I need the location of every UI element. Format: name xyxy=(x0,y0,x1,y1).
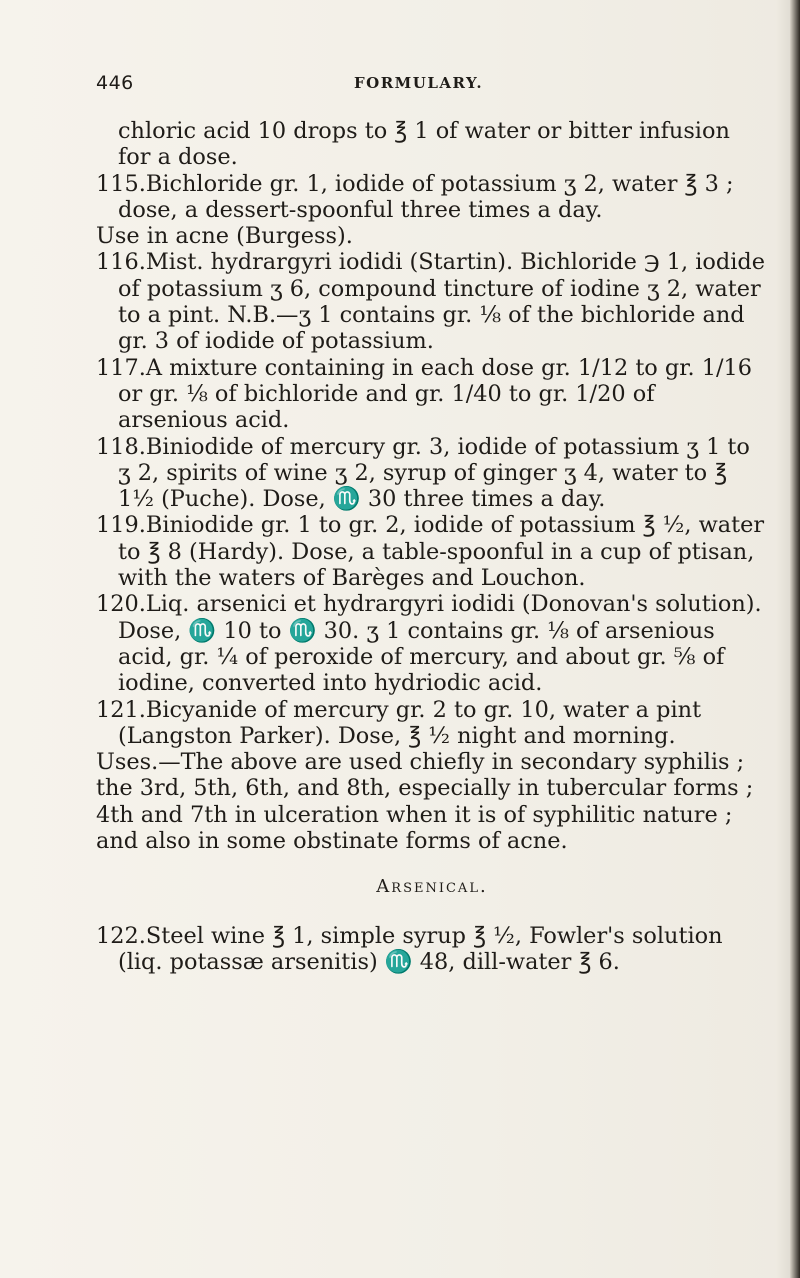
paragraph-116 xyxy=(96,249,768,354)
paragraph-text: chloric acid 10 drops to ℥ 1 of water or bitter infusion for a dose. xyxy=(118,118,730,171)
paragraph-text: Use in acne (Burgess). xyxy=(96,223,353,250)
paragraph-text: Liq. arsenici et hydrargyri iodidi (Donovan's solution). Dose, ♏ 10 to ♏ 30. ʒ 1 contains gr. ⅛ of arsenious acid, gr. ¼ of peroxide of mercury, and about gr. ⅝ of iodine, converted into hydriodic acid. xyxy=(118,591,762,697)
paragraph-text: Uses.—The above are used chiefly in secondary syphilis ; the 3rd, 5th, 6th, and 8th, especially in tubercular forms ; 4th and 7th in ulceration when it is of syphilitic nature ; and also in some obstinate forms of acne. xyxy=(96,749,754,855)
formulary-text xyxy=(96,118,768,975)
paragraph-number: 119. xyxy=(96,512,146,539)
paragraph-number: 116. xyxy=(96,249,146,276)
paragraph-text: Bicyanide of mercury gr. 2 to gr. 10, water a pint (Langston Parker). Dose, ℥ ½ night and morning. xyxy=(118,696,702,749)
paragraph-continuation xyxy=(96,118,768,171)
paragraph-115 xyxy=(96,171,768,224)
paragraph-number: 117. xyxy=(96,354,146,381)
paragraph-number: 118. xyxy=(96,433,146,460)
paragraph-text: Biniodide gr. 1 to gr. 2, iodide of potassium ℥ ½, water to ℥ 8 (Hardy). Dose, a table-spoonful in a cup of ptisan, with the waters of Barèges and Louchon. xyxy=(118,512,765,592)
paragraph-number: 121. xyxy=(96,696,146,723)
page-number: 446 xyxy=(96,72,134,94)
paragraph-117 xyxy=(96,355,768,434)
paragraph-119 xyxy=(96,512,768,591)
paragraph-118 xyxy=(96,434,768,513)
paragraph-use-note xyxy=(96,223,768,249)
paragraph-text: Bichloride gr. 1, iodide of potassium ʒ 2, water ℥ 3 ; dose, a dessert-spoonful three times a day. xyxy=(118,170,734,223)
running-title: FORMULARY. xyxy=(354,74,484,92)
paragraph-number: 122. xyxy=(96,922,146,949)
paragraph-121 xyxy=(96,697,768,750)
paragraph-number: 120. xyxy=(96,591,146,618)
paragraph-number: 115. xyxy=(96,170,146,197)
paragraph-text: Mist. hydrargyri iodidi (Startin). Bichloride ℈ 1, iodide of potassium ʒ 6, compound tincture of iodine ʒ 2, water to a pint. N.B.—ʒ 1 contains gr. ⅛ of the bichloride and gr. 3 of iodide of potassium. xyxy=(118,249,765,355)
paragraph-122 xyxy=(96,923,768,976)
page-edge xyxy=(790,0,800,1278)
section-heading: Arsenical. xyxy=(376,876,488,898)
page-header xyxy=(96,72,736,102)
paragraph-text: Steel wine ℥ 1, simple syrup ℥ ½, Fowler's solution (liq. potassæ arsenitis) ♏ 48, dill-water ℥ 6. xyxy=(118,922,723,975)
paragraph-text: A mixture containing in each dose gr. 1/12 to gr. 1/16 or gr. ⅛ of bichloride and gr. 1/40 to gr. 1/20 of arsenious acid. xyxy=(118,354,753,434)
page-shadow xyxy=(776,0,790,1278)
paragraph-uses xyxy=(96,749,768,854)
paragraph-120 xyxy=(96,591,768,696)
paragraph-text: Biniodide of mercury gr. 3, iodide of potassium ʒ 1 to ʒ 2, spirits of wine ʒ 2, syrup of ginger ʒ 4, water to ℥ 1½ (Puche). Dose, ♏ 30 three times a day. xyxy=(118,433,750,513)
